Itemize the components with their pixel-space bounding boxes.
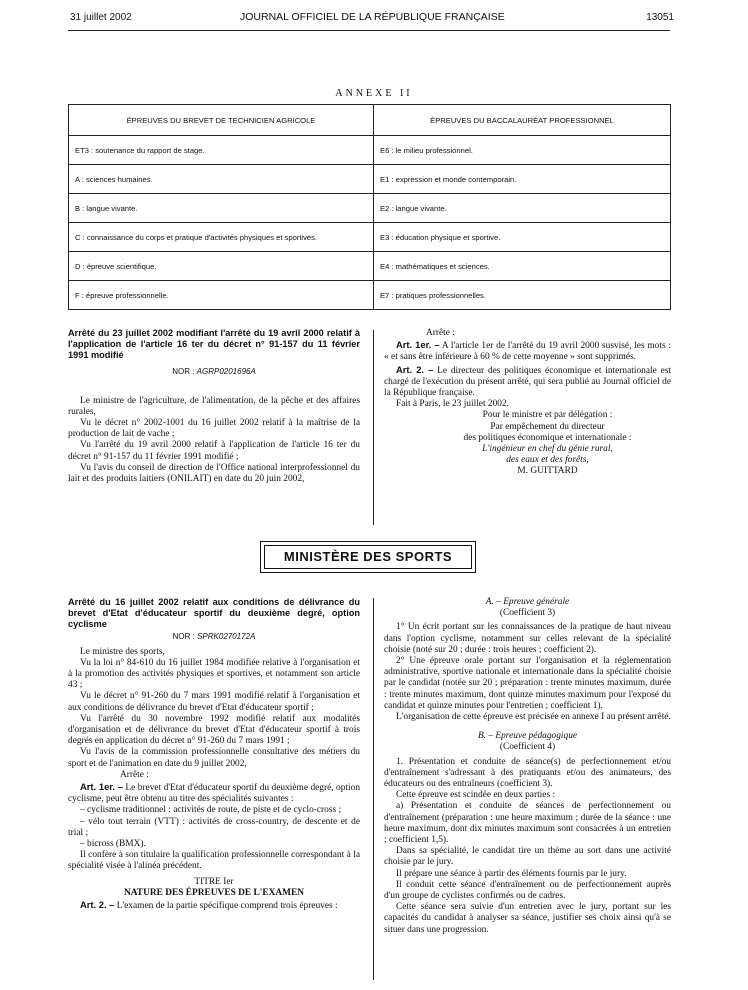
table-row <box>69 223 671 252</box>
section-b-coefficient: (Coefficient 4) <box>499 742 556 753</box>
page-header <box>0 10 748 26</box>
section-b-para: 1. Présentation et conduite de séance(s) de perfectionnement et/ou d'entraînement s'adressant à des pratiquants et/ou des animateurs, des éducateurs ou des entraîneurs (coefficient 3). <box>384 756 671 790</box>
sig-line: des eaux et des forêts, <box>506 455 589 466</box>
arrete2-para: Vu le décret n° 91-260 du 7 mars 1991 modifié relatif à l'organisation et aux conditions de délivrance du brevet d'Etat d'éducateur sportif ; <box>68 691 360 713</box>
sig-line: Par empêchement du directeur <box>490 421 605 432</box>
section-a-coefficient: (Coefficient 3) <box>499 608 556 619</box>
section-a-para: 1° Un écrit portant sur les connaissances de la pratique de haut niveau dans l'option cyclisme, notamment sur celles relevant de la spécialité choisie (noté sur 20 ; durée : trois heures ; coefficient 2). <box>384 622 671 655</box>
table-cell: A : sciences humaines. <box>69 165 374 194</box>
section-a-para: 2° Une épreuve orale portant sur l'organisation et la réglementation administrative, sportive nationale et internationale dans la spécialité choisie par le candidat (notée sur 20 ; préparation : trente minutes maximum, durée : trente minutes maximum, dont quinze minutes maximum pour l'exposé du candidat et quinze minutes pour l'entretien ; coefficient 1). <box>384 656 671 711</box>
arrete1-fait: Fait à Paris, le 23 juillet 2002. <box>396 399 510 410</box>
section-b-para: Cette séance sera suivie d'un entretien avec le jury, portant sur les capacités du candidat à analyser sa séance, justifier ses choix ainsi qu'à se situer dans une progression. <box>384 902 671 935</box>
arrete1-para: Le ministre de l'agriculture, de l'alimentation, de la pêche et des affaires rurales, <box>68 395 360 417</box>
table-cell: E3 : éducation physique et sportive. <box>374 223 671 252</box>
list-item: – cyclisme traditionnel : activités de route, de piste et de cyclo-cross ; <box>80 805 342 816</box>
arrete2-article-1 <box>68 781 360 805</box>
nor-label: NOR : <box>172 632 195 642</box>
table-row <box>69 281 671 310</box>
table-cell: F : épreuve professionnelle. <box>69 281 374 310</box>
arrete2-right-column <box>384 597 671 936</box>
annexe-table <box>68 104 671 310</box>
table-cell: D : épreuve scientifique. <box>69 252 374 281</box>
arrete2-para: Vu l'arrêté du 30 novembre 1992 modifié relatif aux modalités d'organisation et de délivrance du brevet d'Etat d'éducateur sportif à trois degrés en application du décret n° 91-260 du 7 mars 1991 ; <box>68 713 360 747</box>
nor-code: SPRK0270172A <box>197 632 256 642</box>
column-divider <box>373 330 374 525</box>
table-cell: E4 : mathématiques et sciences. <box>374 252 671 281</box>
article-text: Le brevet d'Etat d'éducateur sportif du deuxième degré, option cyclisme, peut être obtenu au titre des spécialités suivantes : <box>68 783 361 805</box>
list-item: – vélo tout terrain (VTT) : activités de cross-country, de descente et de trial ; <box>68 816 360 838</box>
article-label: Art. 1er. – <box>80 781 123 793</box>
table-cell: E2 : langue vivante. <box>374 194 671 223</box>
nor-code: AGRP0201696A <box>196 367 256 377</box>
arrete1-arrete: Arrête : <box>426 328 455 338</box>
arrete1-nor <box>68 366 360 377</box>
arrete2-left-column <box>68 597 360 912</box>
article-text: A l'article 1er de l'arrêté du 19 avril 2000 susvisé, les mots : « et sans être inférieure à 60 % de cette moyenne » sont supprimés. <box>384 341 671 363</box>
list-item: – bicross (BMX). <box>80 839 146 850</box>
annexe-header-row <box>69 105 671 136</box>
table-cell: C : connaissance du corps et pratique d'activités physiques et sportives. <box>69 223 374 252</box>
ministry-banner <box>260 541 476 573</box>
column-divider <box>373 598 374 980</box>
table-cell: ET3 : soutenance du rapport de stage. <box>69 136 374 165</box>
table-row <box>69 194 671 223</box>
arrete1-para: Vu l'avis du conseil de direction de l'Office national interprofessionnel du lait et des produits laitiers (ONILAIT) en date du 20 juin 2002, <box>68 462 360 485</box>
sig-line: Pour le ministre et par délégation : <box>482 410 613 421</box>
arrete2-nor <box>68 631 360 642</box>
arrete1-signature <box>384 410 671 477</box>
arrete1-para: Vu l'arrêté du 19 avril 2000 relatif à l'application de l'article 16 ter du décret n° 91-157 du 11 février 1991 modifié ; <box>68 440 360 462</box>
section-b-para: Il conduit cette séance d'entraînement ou de perfectionnement auprès d'un groupe de cyclistes confirmés ou de cadres. <box>384 879 671 902</box>
arrete1-left-column <box>68 328 360 485</box>
ministry-title: MINISTÈRE DES SPORTS <box>264 545 472 569</box>
section-b-heading: B. – Epreuve pédagogique <box>477 731 578 742</box>
nor-label: NOR : <box>172 367 195 377</box>
section-b-para: Cette épreuve est scindée en deux parties : <box>396 790 556 801</box>
section-a-para: L'organisation de cette épreuve est précisée en annexe I au présent arrêté. <box>396 712 671 723</box>
arrete2-title: Arrêté du 16 juillet 2002 relatif aux conditions de délivrance du brevet d'Etat d'éducateur sportif du deuxième degré, option cyclisme <box>68 597 360 629</box>
section-b-para: a) Présentation et conduite de séances de perfectionnement ou d'entraînement (préparation : une heure maximum ; durée de la séance : une heure maximum, dont dix minutes maximum sont consacrées à un entretien ; coefficient 1,5). <box>384 801 671 846</box>
header-date: 31 juillet 2002 <box>70 12 132 23</box>
header-rule <box>68 30 670 31</box>
sig-line: L'ingénieur en chef du génie rural, <box>482 444 613 455</box>
annexe-header-bacpro: ÉPREUVES DU BACCALAURÉAT PROFESSIONNEL <box>374 105 671 136</box>
sig-signatory: M. GUITTARD <box>517 466 578 477</box>
section-b-para: Dans sa spécialité, le candidat tire un thème au sort dans une activité choisie par le jury. <box>384 846 671 868</box>
article-label: Art. 1er. – <box>396 339 440 351</box>
article-text: L'examen de la partie spécifique comprend trois épreuves : <box>116 901 338 912</box>
arrete1-right-column <box>384 328 671 478</box>
arrete1-article-1 <box>384 339 671 363</box>
sig-line: des politiques économique et internationale : <box>463 432 632 443</box>
arrete2-arrete: Arrête : <box>120 769 149 780</box>
article-label: Art. 2. – <box>80 899 115 911</box>
section-b-para: Il prépare une séance à partir des éléments fournis par le jury. <box>396 868 627 879</box>
arrete2-para: Vu l'avis de la commission professionnelle consultative des métiers du sport et de l'animation en date du 9 juillet 2002, <box>68 747 360 769</box>
table-cell: E6 : le milieu professionnel. <box>374 136 671 165</box>
article-text: Le directeur des politiques économique et internationale est chargé de l'exécution du présent arrêté, qui sera publié au Journal officiel de la République française. <box>384 365 672 399</box>
table-row <box>69 252 671 281</box>
annexe-header-bta: ÉPREUVES DU BREVET DE TECHNICIEN AGRICOLE <box>69 105 374 136</box>
titre-subheading: NATURE DES ÉPREUVES DE L'EXAMEN <box>123 887 305 898</box>
arrete2-para: Le ministre des sports, <box>80 646 165 657</box>
table-row <box>69 136 671 165</box>
table-cell: E7 : pratiques professionnelles. <box>374 281 671 310</box>
arrete2-para: Vu la loi n° 84-610 du 16 juillet 1984 modifiée relative à l'organisation et à la promotion des activités physiques et sportives, et notamment son article 43 ; <box>68 657 360 691</box>
header-journal-title: JOURNAL OFFICIEL DE LA RÉPUBLIQUE FRANÇAISE <box>240 11 505 23</box>
header-page-number: 13051 <box>646 12 674 23</box>
arrete1-para: Vu le décret n° 2002-1001 du 16 juillet 2002 relatif à la maîtrise de la production de lait de vache ; <box>68 418 360 440</box>
arrete2-confere: Il confère à son titulaire la qualification professionnelle correspondant à la spécialité visée à l'alinéa précédent. <box>68 850 360 872</box>
arrete2-article-2 <box>68 899 360 912</box>
table-row <box>69 165 671 194</box>
arrete1-article-2 <box>384 364 671 400</box>
article-label: Art. 2. – <box>396 363 434 375</box>
annexe-title: ANNEXE II <box>335 88 413 99</box>
section-a-heading: A. – Epreuve générale <box>485 597 570 607</box>
table-cell: E1 : expression et monde contemporain. <box>374 165 671 194</box>
table-cell: B : langue vivante. <box>69 194 374 223</box>
arrete1-title: Arrêté du 23 juillet 2002 modifiant l'arrêté du 19 avril 2000 relatif à l'application de l'article 16 ter du décret n° 91-157 du 11 février 1991 modifié <box>68 328 360 360</box>
titre-heading: TITRE Ier <box>194 876 234 887</box>
